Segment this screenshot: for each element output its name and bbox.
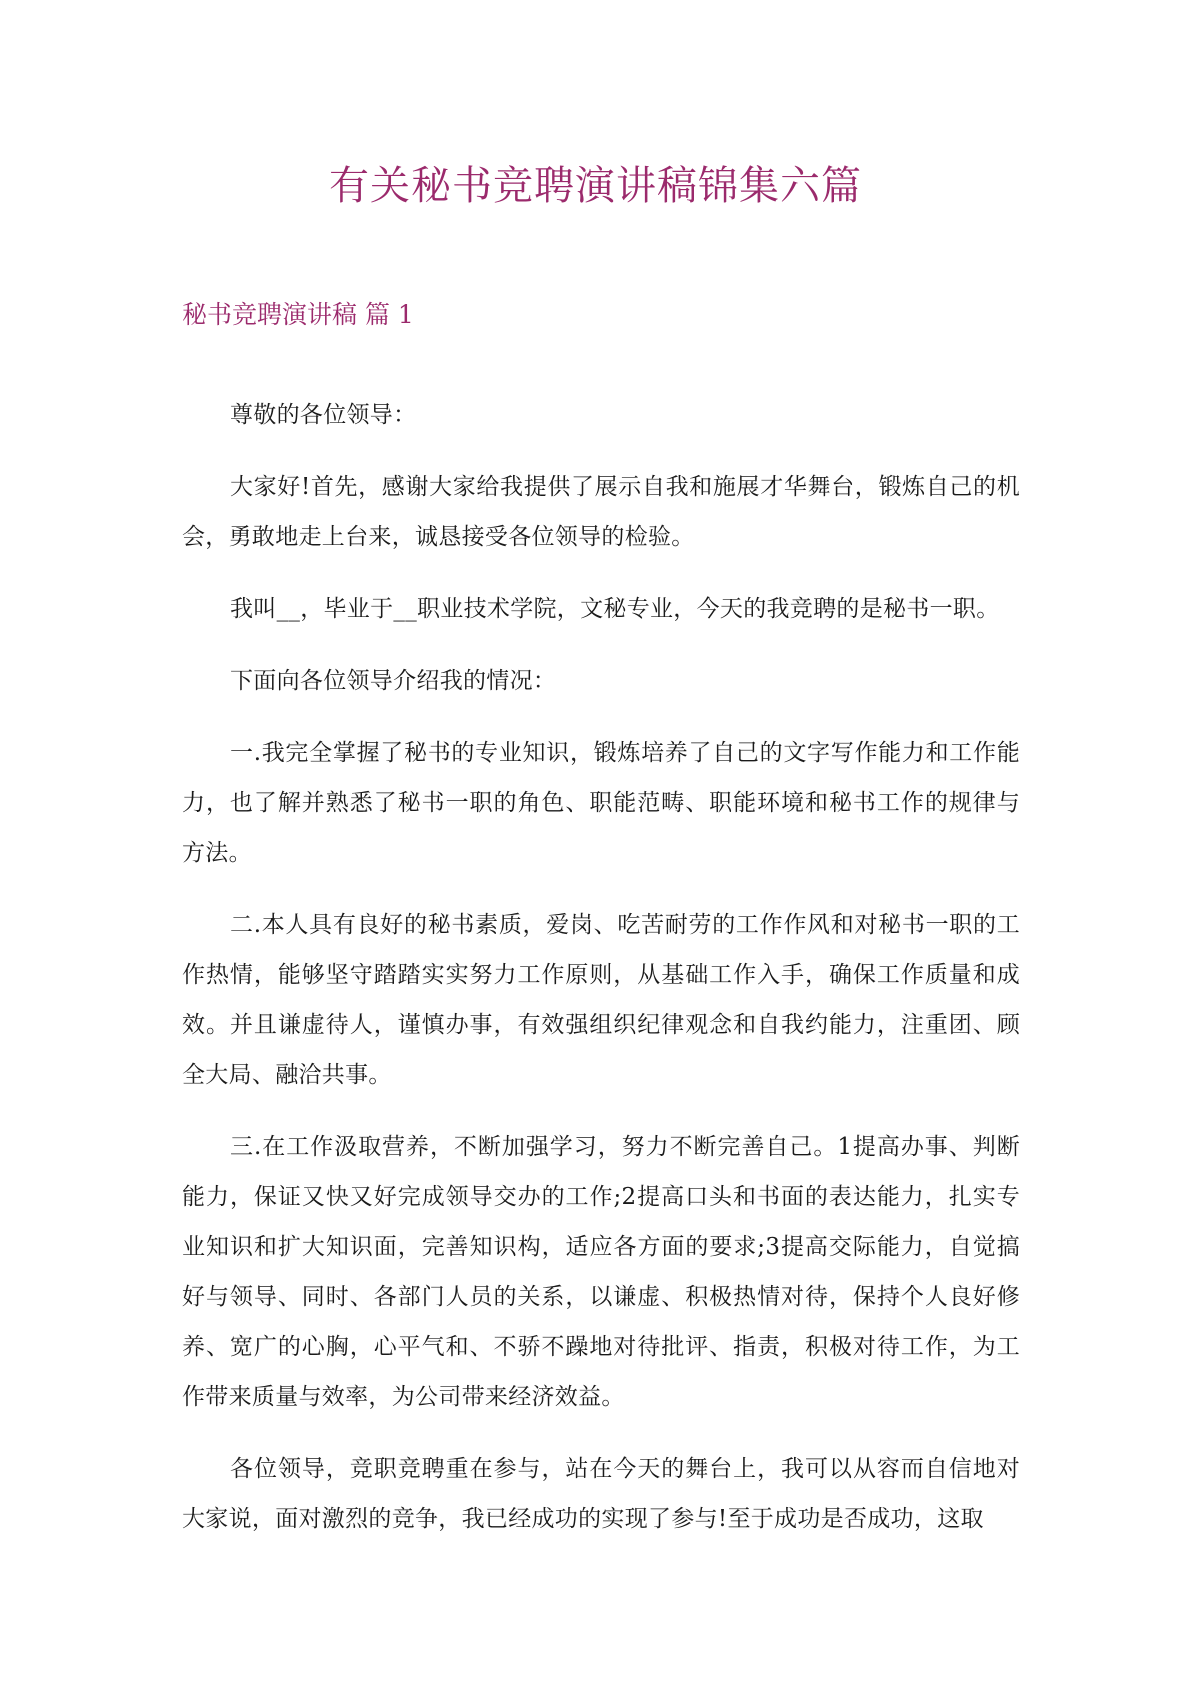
point-two-paragraph: 二.本人具有良好的秘书素质，爱岗、吃苦耐劳的工作作风和对秘书一职的工作热情，能够坚守踏踏实实努力工作原则，从基础工作入手，确保工作质量和成效。并且谦虚待人，谨慎办事，有效强组织纪律观念和自我约能力，注重团、顾全大局、融洽共事。 — [182, 912, 1020, 1088]
salutation-paragraph: 尊敬的各位领导： — [230, 402, 417, 428]
introduction-paragraph: 我叫__，毕业于__职业技术学院，文秘专业，今天的我竞聘的是秘书一职。 — [230, 596, 1000, 622]
greeting-paragraph: 大家好!首先，感谢大家给我提供了展示自我和施展才华舞台，锻炼自己的机会，勇敢地走上台来，诚恳接受各位领导的检验。 — [182, 474, 1020, 550]
body-text — [182, 390, 1020, 1566]
document-title: 有关秘书竞聘演讲稿锦集六篇 — [329, 163, 862, 209]
section-heading: 秘书竞聘演讲稿 篇 1 — [182, 300, 414, 329]
closing-paragraph: 各位领导，竞职竞聘重在参与，站在今天的舞台上，我可以从容而自信地对大家说，面对激烈的竞争，我已经成功的实现了参与!至于成功是否成功，这取 — [182, 1456, 1020, 1532]
transition-paragraph: 下面向各位领导介绍我的情况： — [230, 668, 557, 694]
point-one-paragraph: 一.我完全掌握了秘书的专业知识，锻炼培养了自己的文字写作能力和工作能力，也了解并熟悉了秘书一职的角色、职能范畴、职能环境和秘书工作的规律与方法。 — [182, 740, 1020, 866]
point-three-paragraph: 三.在工作汲取营养，不断加强学习，努力不断完善自己。1提高办事、判断能力，保证又快又好完成领导交办的工作;2提高口头和书面的表达能力，扎实专业知识和扩大知识面，完善知识构，适应各方面的要求;3提高交际能力，自觉搞好与领导、同时、各部门人员的关系，以谦虚、积极热情对待，保持个人良好修养、宽广的心胸，心平气和、不骄不躁地对待批评、指责，积极对待工作，为工作带来质量与效率，为公司带来经济效益。 — [182, 1134, 1020, 1410]
